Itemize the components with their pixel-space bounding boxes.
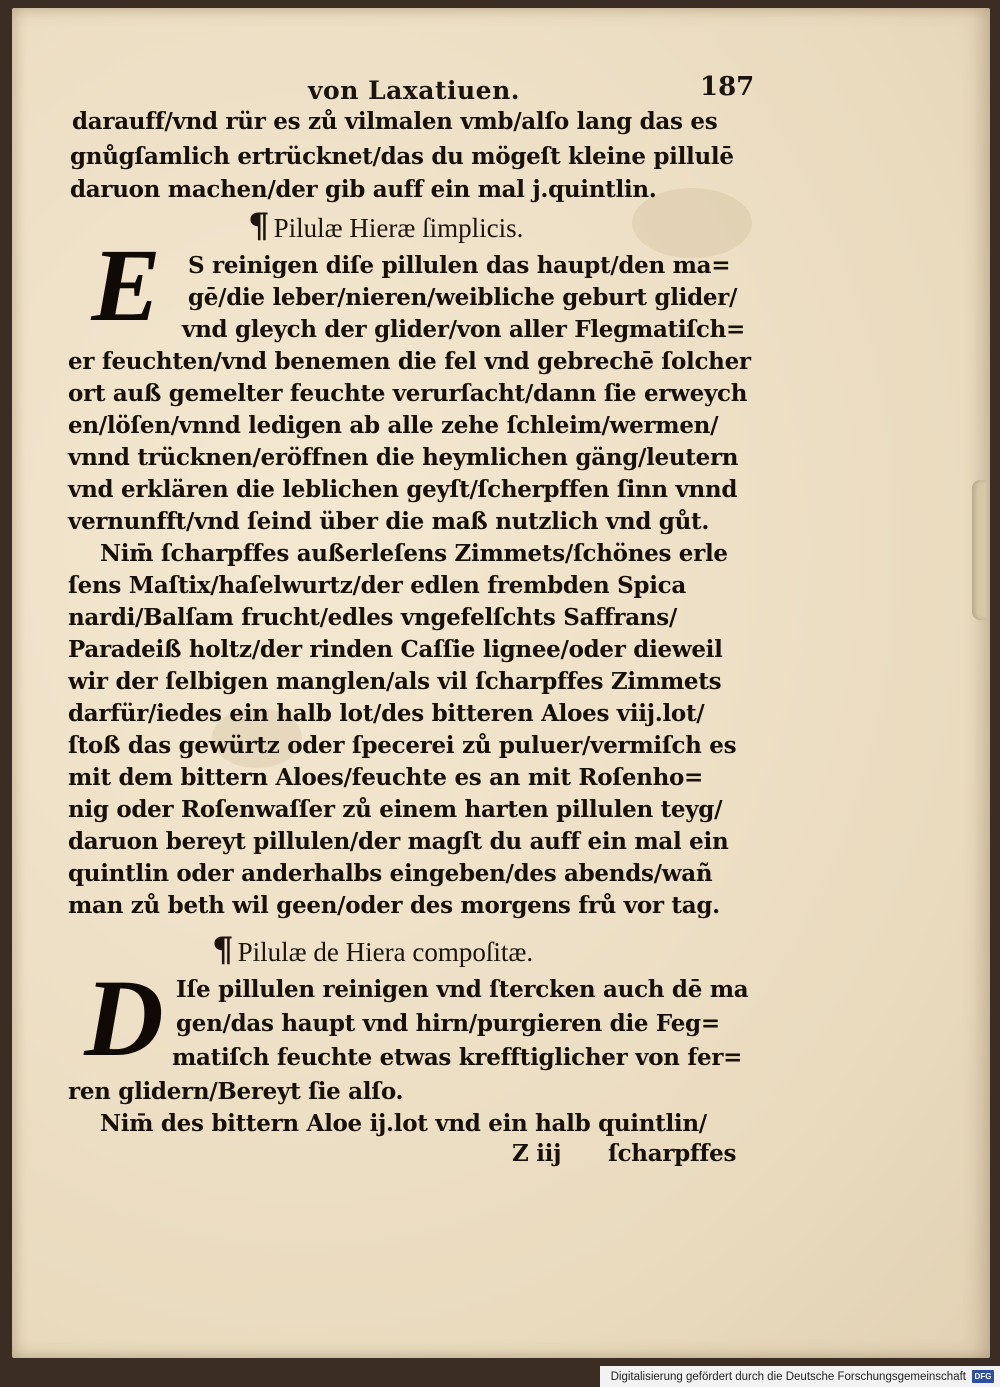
text-line: darauff/vnd rür es zů vilmalen vmb/alſo lang das es: [72, 108, 718, 135]
text-line: Iſe pillulen reinigen vnd ſtercken auch dē ma: [176, 976, 749, 1003]
book-page: [12, 8, 990, 1358]
section-heading-text: Pilulæ de Hiera compoſitæ.: [237, 937, 534, 967]
text-line: wir der ſelbigen manglen/als vil ſcharpffes Zimmets: [68, 668, 722, 695]
text-line: er feuchten/vnd benemen die fel vnd gebrechē ſolcher: [68, 348, 751, 375]
text-line: nig oder Roſenwaſſer zů einem harten pillulen teyg/: [68, 796, 723, 823]
decorated-initial: D: [84, 957, 164, 1079]
pilcrow-icon: ¶: [212, 930, 234, 970]
text-line: ort auß gemelter feuchte verurſacht/dann ſie erweych: [68, 380, 748, 407]
text-line: vnnd trücknen/eröffnen die heymlichen gäng/leutern: [68, 444, 739, 471]
text-line: matiſch feuchte etwas krefftiglicher von fer=: [172, 1044, 743, 1071]
section-heading-text: Pilulæ Hieræ ſimplicis.: [273, 213, 524, 243]
text-line: Paradeiß holtz/der rinden Caſſie lignee/oder dieweil: [68, 636, 723, 663]
section-heading: [248, 208, 523, 244]
text-line: daruon machen/der gib auff ein mal j.quintlin.: [70, 176, 657, 203]
text-line: en/löſen/vnnd ledigen ab alle zehe ſchleim/wermen/: [68, 412, 719, 439]
text-line: gnůgſamlich ertrücknet/das du mögeſt kleine pillulē: [70, 143, 734, 170]
section-heading: [212, 932, 533, 968]
pilcrow-icon: ¶: [248, 206, 270, 246]
catchword-line: [12, 1138, 990, 1174]
text-line: darfür/iedes ein halb lot/des bitteren Aloes viij.lot/: [68, 700, 705, 727]
text-line: gen/das haupt vnd hirn/purgieren die Feg=: [176, 1010, 720, 1037]
text-line: ſtoß das gewürtz oder ſpecerei zů puluer/vermiſch es: [68, 732, 737, 759]
text-line: gē/die leber/nieren/weibliche geburt glider/: [188, 284, 738, 311]
text-line: ſens Maſtix/haſelwurtz/der edlen frembden Spica: [68, 572, 686, 599]
text-line: S reinigen diſe pillulen das haupt/den ma=: [188, 252, 731, 279]
decorated-initial: E: [91, 228, 161, 343]
text-line: daruon bereyt pillulen/der magſt du auff ein mal ein: [68, 828, 729, 855]
text-line: vnd gleych der glider/von aller Flegmatiſch=: [182, 316, 746, 343]
footer-banner: [600, 1366, 1000, 1387]
text-line: ren glidern/Bereyt ſie alſo.: [68, 1078, 404, 1105]
catchword: ſcharpffes: [608, 1140, 737, 1167]
text-line: vnd erklären die leblichen geyſt/ſcherpffen ſinn vnnd: [68, 476, 738, 503]
page-edge: [972, 480, 986, 620]
text-line: quintlin oder anderhalbs eingeben/des abends/wañ: [68, 860, 713, 887]
text-line: man zů beth wil geen/oder des morgens frů vor tag.: [68, 892, 720, 919]
text-line: vernunfft/vnd ſeind über die maß nutzlich vnd gůt.: [68, 508, 710, 535]
dfg-logo-icon: DFG: [972, 1370, 994, 1383]
running-head: von Laxatiuen.: [308, 76, 520, 105]
text-line: mit dem bittern Aloes/feuchte es an mit Roſenho=: [68, 764, 704, 791]
text-line: nardi/Balſam frucht/edles vngefelſchts Saffrans/: [68, 604, 677, 631]
text-line: Nim̄ des bittern Aloe ij.lot vnd ein halb quintlin/: [100, 1110, 707, 1137]
page-number: 187: [700, 72, 755, 102]
signature-mark: Z iij: [512, 1140, 562, 1167]
text-line: Nim̄ ſcharpffes außerleſens Zimmets/ſchönes erle: [100, 540, 728, 567]
funding-notice: Digitalisierung gefördert durch die Deutsche Forschungsgemeinschaft: [610, 1370, 966, 1383]
